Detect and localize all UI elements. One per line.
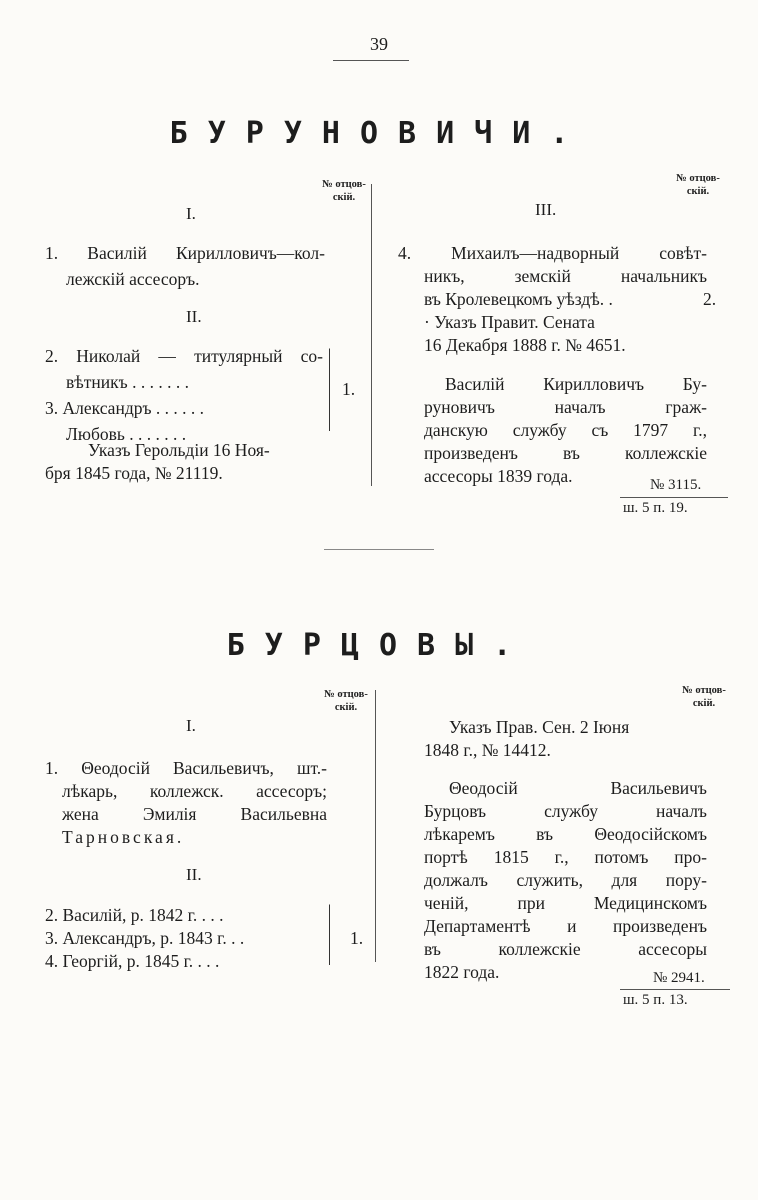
entry-line: никъ, земскій начальникъ bbox=[424, 266, 707, 286]
archive-rule bbox=[620, 497, 728, 498]
bio-line: произведенъ въ коллежскіе bbox=[424, 443, 707, 463]
column-divider bbox=[375, 690, 376, 962]
entry-line: 4. Михаилъ—надворный совѣт- bbox=[398, 243, 707, 263]
bio-line: портѣ 1815 г., потомъ про- bbox=[424, 847, 707, 867]
page-number: 39 bbox=[370, 34, 388, 54]
bio-line: руновичъ началъ граж- bbox=[424, 397, 707, 417]
bio-line: данскую службу съ 1797 г., bbox=[424, 420, 707, 440]
entry-line: вѣтникъ . . . . . . . bbox=[66, 372, 189, 392]
entry-line: лежскій ассесоръ. bbox=[66, 269, 200, 289]
archive-location: ш. 5 п. 19. bbox=[623, 500, 688, 516]
bio-line: ченій, при Медицинскомъ bbox=[424, 893, 707, 913]
section-title-burtsovy: БУРЦОВЫ. bbox=[226, 628, 532, 663]
bio-line: 1822 года. bbox=[424, 962, 500, 982]
archive-number: № 2941. bbox=[653, 970, 705, 986]
otc-number: 1. bbox=[350, 928, 364, 948]
otc-header-line: № отцов- bbox=[324, 689, 368, 700]
decree-line: Указъ Прав. Сен. 2 Іюня bbox=[449, 717, 630, 737]
otc-number: 2. bbox=[703, 289, 717, 309]
entry-line: Тарновская. bbox=[62, 827, 185, 847]
entry-line: 3. Александръ, р. 1843 г. . . bbox=[45, 928, 245, 948]
entry-line: въ Кролевецкомъ уѣздѣ. . bbox=[424, 289, 613, 309]
otc-header-line: скій. bbox=[692, 698, 716, 709]
brace bbox=[322, 348, 330, 431]
otc-header-line: скій. bbox=[332, 192, 356, 203]
otc-header-right bbox=[664, 172, 732, 198]
generation-heading: I. bbox=[186, 204, 196, 223]
otc-header-line: скій. bbox=[686, 186, 710, 197]
bio-line: ассесоры 1839 года. bbox=[424, 466, 573, 486]
section-title-burunovichi: БУРУНОВИЧИ. bbox=[169, 116, 589, 151]
archive-location: ш. 5 п. 13. bbox=[623, 992, 688, 1008]
entry-line: 1. Θеодосій Васильевичъ, шт.- bbox=[45, 758, 327, 778]
column-divider bbox=[371, 184, 372, 486]
otc-header-line: № отцов- bbox=[322, 179, 366, 190]
brace bbox=[322, 904, 330, 965]
bio-line: должалъ служить, для пору- bbox=[424, 870, 707, 890]
otc-header-left bbox=[312, 688, 380, 714]
otc-header-line: № отцов- bbox=[682, 685, 726, 696]
entry-line: 2. Василій, р. 1842 г. . . . bbox=[45, 905, 224, 925]
otc-header-right bbox=[670, 684, 738, 710]
otc-header-left bbox=[310, 178, 378, 204]
generation-heading: III. bbox=[535, 200, 557, 219]
generation-heading: I. bbox=[186, 716, 196, 735]
decree-line: бря 1845 года, № 21119. bbox=[45, 463, 223, 483]
decree-line: Указъ Герольдіи 16 Ноя- bbox=[88, 440, 270, 460]
entry-line: лѣкарь, коллежск. ассесоръ; bbox=[62, 781, 327, 801]
entry-line: 2. Николай — титулярный со- bbox=[45, 346, 323, 366]
otc-number: 1. bbox=[342, 379, 356, 399]
bio-line: лѣкаремъ въ Θеодосійскомъ bbox=[424, 824, 707, 844]
bio-line: Василій Кирилловичъ Бу- bbox=[445, 374, 707, 394]
bio-line: Департаментѣ и произведенъ bbox=[424, 916, 707, 936]
archive-number: № 3115. bbox=[650, 477, 702, 493]
generation-heading: II. bbox=[186, 865, 202, 884]
decree-line: 1848 г., № 14412. bbox=[424, 740, 551, 760]
decree-line: · Указъ Правит. Сената bbox=[424, 312, 595, 332]
archive-rule bbox=[620, 989, 730, 990]
section-separator bbox=[324, 549, 434, 550]
bio-line: въ коллежскіе ассесоры bbox=[424, 939, 707, 959]
decree-line: 16 Декабря 1888 г. № 4651. bbox=[424, 335, 626, 355]
entry-line: 3. Александръ . . . . . . bbox=[45, 398, 205, 418]
otc-header-line: № отцов- bbox=[676, 173, 720, 184]
generation-heading: II. bbox=[186, 307, 202, 326]
otc-header-line: скій. bbox=[334, 702, 358, 713]
page-number-rule bbox=[333, 60, 409, 61]
entry-line: 4. Георгій, р. 1845 г. . . . bbox=[45, 951, 220, 971]
bio-line: Θеодосій Васильевичъ bbox=[449, 778, 707, 798]
entry-line: Любовь . . . . . . . bbox=[66, 424, 187, 444]
entry-line: 1. Василій Кирилловичъ—кол- bbox=[45, 243, 325, 263]
entry-line: жена Эмилія Васильевна bbox=[62, 804, 327, 824]
bio-line: Бурцовъ службу началъ bbox=[424, 801, 707, 821]
